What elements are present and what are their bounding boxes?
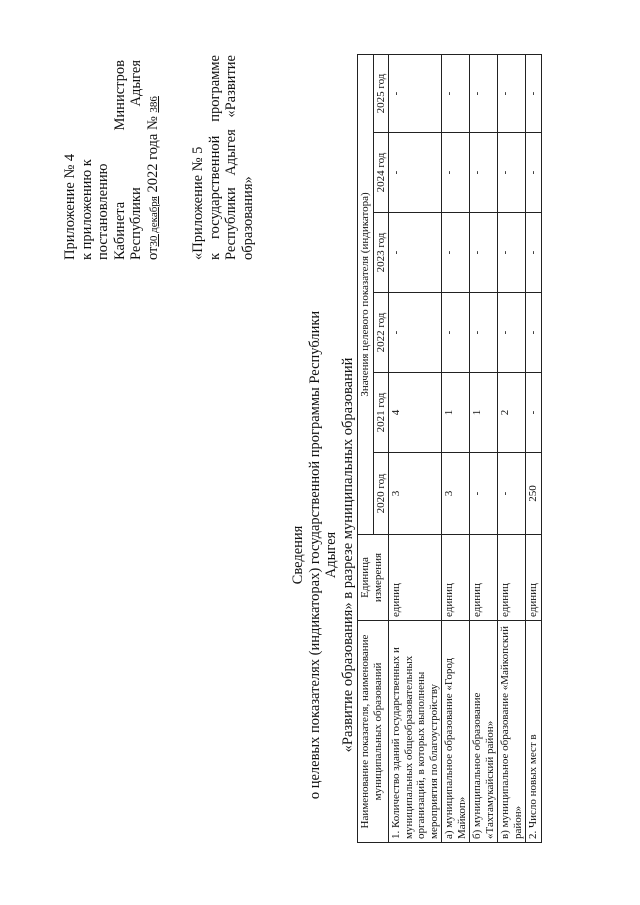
row-indicator-name: б) муниципальное образование «Тахтамукайский район» [470, 621, 498, 843]
appendix-5-line: к государственной программе [206, 55, 223, 260]
row-value: 1 [470, 373, 498, 453]
indicators-table [357, 54, 542, 843]
row-value: - [526, 213, 542, 293]
appendix-4-block [62, 60, 162, 260]
row-value: - [470, 453, 498, 535]
row-unit: единиц [389, 535, 442, 621]
year-header: 2024 год [373, 133, 389, 213]
row-unit: единиц [470, 535, 498, 621]
table-row [526, 54, 542, 842]
document-title [290, 295, 356, 815]
decree-date: 30 декабря [147, 196, 160, 247]
row-indicator-name: 2. Число новых мест в [526, 621, 542, 843]
row-value: - [498, 54, 526, 132]
row-value: - [442, 293, 470, 373]
row-value: 4 [389, 373, 442, 453]
header-unit: Единица измерения [358, 535, 389, 621]
row-unit: единиц [498, 535, 526, 621]
row-value: - [442, 54, 470, 132]
row-unit: единиц [442, 535, 470, 621]
appendix-5-line: Республики Адыгея «Развитие [223, 55, 239, 260]
row-value: - [470, 293, 498, 373]
row-value: - [389, 293, 442, 373]
header-indicator-name: Наименование показателя, наименование муниципальных образований [358, 621, 389, 843]
appendix-5-line: образования» [239, 176, 256, 260]
row-value: - [470, 213, 498, 293]
row-value: - [498, 293, 526, 373]
row-value: - [498, 213, 526, 293]
appendix-4-date-line: от30 декабря 2022 года № 386 [144, 96, 161, 260]
year-header: 2022 год [373, 293, 389, 373]
row-indicator-name: 1. Количество зданий государственных и муниципальных общеобразовательных организаций, в которых выполнены мероприятия по благоустройству [389, 621, 442, 843]
row-value: - [389, 54, 442, 132]
appendix-4-line: Кабинета Министров [111, 60, 128, 260]
table-row [470, 54, 498, 842]
title-line-3: «Развитие образования» в разрезе муниципальных образований [339, 357, 356, 753]
row-value: - [470, 54, 498, 132]
appendix-4-line: к приложению к постановлению [78, 159, 111, 260]
row-value: 2 [498, 373, 526, 453]
row-value: - [389, 213, 442, 293]
table-row [442, 54, 470, 842]
title-line-1: Сведения [290, 525, 306, 585]
appendix-5-block [190, 55, 256, 260]
row-value: - [498, 453, 526, 535]
row-value: - [389, 133, 442, 213]
decree-number: 386 [147, 96, 160, 113]
row-indicator-name: в) муниципальное образование «Майкопский район» [498, 621, 526, 843]
row-value: 3 [389, 453, 442, 535]
row-value: 3 [442, 453, 470, 535]
appendix-5-heading: «Приложение № 5 [190, 146, 206, 260]
row-value: 1 [442, 373, 470, 453]
row-value: - [442, 133, 470, 213]
row-value: - [498, 133, 526, 213]
title-line-2: о целевых показателях (индикаторах) государственной программы Республики Адыгея [306, 310, 339, 800]
row-value: - [526, 293, 542, 373]
row-value: - [526, 133, 542, 213]
table-row [498, 54, 526, 842]
table-row [389, 54, 442, 842]
year-header: 2020 год [373, 453, 389, 535]
row-indicator-name: а) муниципальное образование «Город Майкоп» [442, 621, 470, 843]
header-target-values: Значения целевого показателя (индикатора) [358, 54, 374, 534]
table-header-row [358, 54, 374, 842]
year-header: 2025 год [373, 54, 389, 132]
year-header: 2023 год [373, 213, 389, 293]
row-unit: единиц [526, 535, 542, 621]
appendix-4-line: Республики Адыгея [128, 60, 144, 260]
row-value: - [442, 213, 470, 293]
appendix-4-heading: Приложение № 4 [62, 153, 78, 260]
year-header: 2021 год [373, 373, 389, 453]
row-value: - [526, 54, 542, 132]
row-value: - [526, 373, 542, 453]
row-value: 250 [526, 453, 542, 535]
row-value: - [470, 133, 498, 213]
